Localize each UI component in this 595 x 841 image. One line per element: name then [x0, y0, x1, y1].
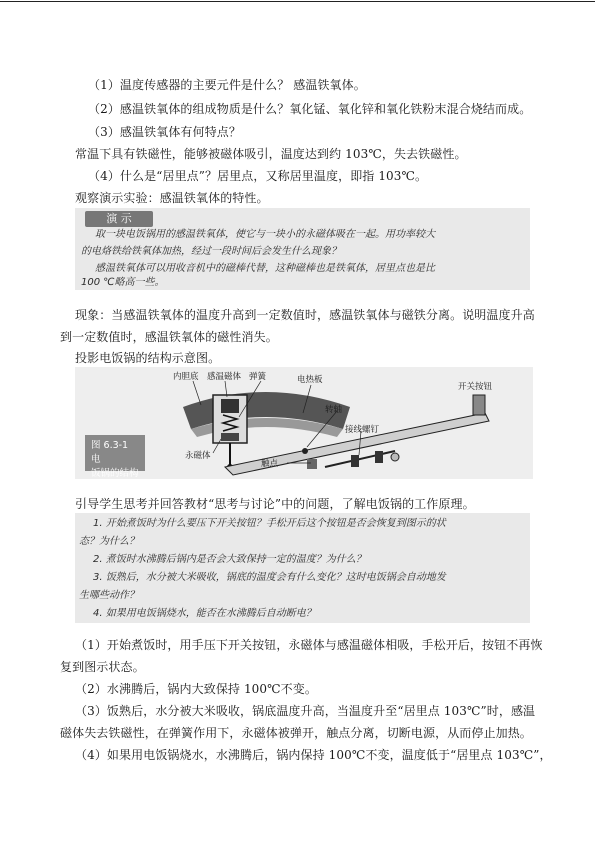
paragraph-phenomenon-cont: 到一定数值时，感温铁氧体的磁性消失。	[60, 330, 278, 344]
answer-1: （1）开始煮饭时，用手压下开关按钮，永磁体与感温磁体相吸，手松开后，按钮不再恢	[75, 638, 543, 652]
demo-line: 取一块电饭锅用的感温铁氧体，使它与一块小的永磁体吸在一起。用功率较大	[95, 229, 435, 240]
rice-cooker-figure	[75, 367, 533, 479]
screw-icon	[351, 455, 359, 467]
answer-4: （4）如果用电饭锅烧水，水沸腾后，锅内保持 100℃不变，温度低于“居里点 103℃”，	[75, 748, 552, 762]
switch-button-icon	[473, 395, 485, 415]
contact-icon	[307, 459, 317, 469]
sensor-magnet	[221, 399, 239, 413]
paragraph-guide: 引导学生思考并回答教材“思考与讨论”中的问题，了解电饭锅的工作原理。	[75, 497, 475, 511]
paragraph-q1: （1）温度传感器的主要元件是什么？ 感温铁氧体。	[88, 78, 366, 92]
paragraph-observe: 观察演示实验：感温铁氧体的特性。	[75, 191, 269, 205]
answer-3: （3）饭熟后，水分被大米吸收，锅底温度升高，当温度升至“居里点 103℃”时，感温	[75, 704, 536, 718]
label-contact: 触点	[261, 459, 279, 469]
label-screw: 接线螺钉	[345, 425, 380, 435]
figure-caption: 图 6.3-1 电 饭锅的结构	[85, 435, 145, 471]
question-line: 4. 如果用电饭锅烧水，能否在水沸腾后自动断电？	[93, 608, 316, 619]
answer-1-cont: 复到图示状态。	[60, 660, 145, 674]
label-pivot: 转轴	[325, 405, 343, 415]
demo-line: 感温铁氧体可以用收音机中的磁棒代替，这种磁棒也是铁氧体，居里点也是比	[95, 263, 435, 274]
label-sensor: 感温磁体	[207, 372, 242, 382]
answer-3-cont: 磁体失去铁磁性，在弹簧作用下，永磁体被弹开，触点分离，切断电源，从而停止加热。	[60, 726, 532, 740]
label-spring: 弹簧	[249, 372, 267, 382]
question-line: 生哪些动作？	[79, 590, 139, 601]
question-line: 2. 煮饭时水沸腾后锅内是否会大致保持一定的温度？为什么？	[93, 554, 366, 565]
paragraph-q3: （3）感温铁氧体有何特点？	[88, 125, 241, 139]
demo-box	[75, 208, 530, 290]
demo-line: 100 ℃略高一些。	[81, 277, 165, 288]
label-heater: 电热板	[297, 375, 323, 385]
label-switch: 开关按钮	[458, 382, 493, 392]
question-line: 态？为什么？	[79, 536, 139, 547]
question-box	[75, 513, 530, 623]
answer-2: （2）水沸腾后，锅内大致保持 100℃不变。	[75, 682, 317, 696]
demo-line: 的电烙铁给铁氧体加热，经过一段时间后会发生什么现象？	[81, 246, 341, 257]
pivot-icon	[302, 448, 308, 454]
paragraph-phenomenon: 现象：当感温铁氧体的温度升高到一定数值时，感温铁氧体与磁铁分离。说明温度升高	[75, 308, 535, 322]
label-inner-pot: 内胆底	[173, 372, 199, 382]
paragraph-q2: （2）感温铁氧体的组成物质是什么？氧化锰、氧化锌和氧化铁粉末混合烧结而成。	[88, 102, 532, 116]
label-magnet: 永磁体	[185, 451, 211, 461]
permanent-magnet	[221, 433, 239, 441]
paragraph-projection: 投影电饭锅的结构示意图。	[75, 351, 221, 365]
demo-tag: 演 示	[85, 211, 153, 227]
paragraph-q4: （4）什么是“居里点”？居里点，又称居里温度，即指 103℃。	[88, 169, 428, 183]
paragraph-a3: 常温下具有铁磁性，能够被磁体吸引，温度达到约 103℃，失去铁磁性。	[75, 147, 467, 161]
top-border	[0, 1, 595, 2]
question-line: 1. 开始煮饭时为什么要压下开关按钮？手松开后这个按钮是否会恢复到图示的状	[93, 518, 446, 529]
question-line: 3. 饭熟后，水分被大米吸收，锅底的温度会有什么变化？这时电饭锅会自动地发	[93, 572, 446, 583]
